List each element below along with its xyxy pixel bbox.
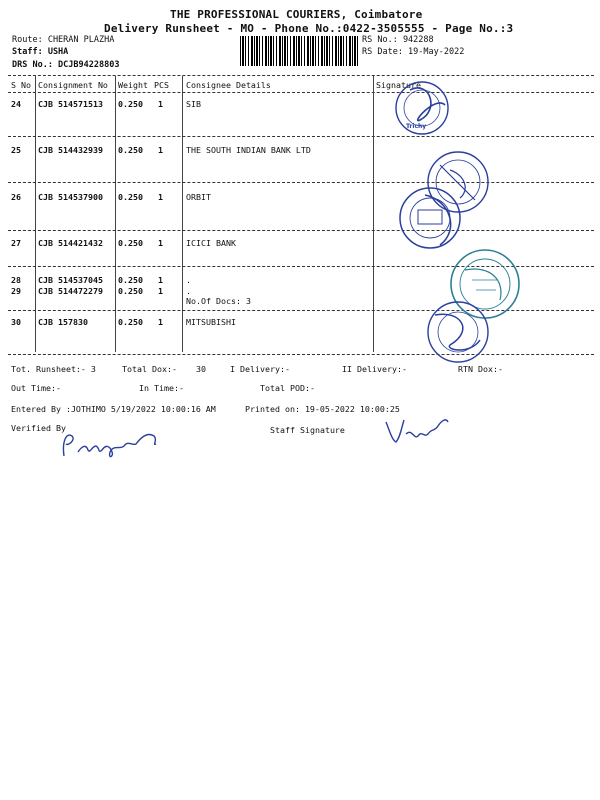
row-weight: 0.250	[118, 275, 143, 285]
row-sno: 25	[11, 145, 21, 155]
barcode	[240, 36, 358, 66]
row-consignee: THE SOUTH INDIAN BANK LTD	[186, 145, 311, 155]
total-dox-label: Total Dox:-	[122, 364, 177, 374]
row-pcs: 1	[158, 286, 163, 296]
rs-date: RS Date: 19-May-2022	[362, 47, 465, 57]
out-time: Out Time:-	[11, 383, 61, 393]
row-consignment: CJB 514432939	[38, 145, 103, 155]
i-delivery: I Delivery:-	[230, 364, 290, 374]
no-of-docs: No.Of Docs: 3	[186, 296, 251, 306]
row-weight: 0.250	[118, 238, 143, 248]
icici-stamp	[451, 250, 519, 318]
row-consignment: CJB 514472279	[38, 286, 103, 296]
orbit-stamp	[400, 188, 460, 248]
row-weight: 0.250	[118, 192, 143, 202]
total-pod: Total POD:-	[260, 383, 315, 393]
svg-text:Trichy: Trichy	[406, 123, 427, 130]
trichy-stamp	[396, 82, 448, 134]
row-consignee: .	[186, 286, 191, 296]
row-consignment: CJB 157830	[38, 317, 88, 327]
row-consignee: ORBIT	[186, 192, 211, 202]
row-sno: 24	[11, 99, 21, 109]
drs-number: DRS No.: DCJB94228803	[12, 60, 120, 70]
rtn-dox: RTN Dox:-	[458, 364, 503, 374]
row-weight: 0.250	[118, 286, 143, 296]
row-sno: 30	[11, 317, 21, 327]
row-pcs: 1	[158, 145, 163, 155]
ii-delivery: II Delivery:-	[342, 364, 407, 374]
route-label: Route: CHERAN PLAZHA	[12, 35, 115, 45]
delivery-stamps	[380, 70, 560, 365]
row-consignment: CJB 514537900	[38, 192, 103, 202]
entered-by: Entered By :JOTHIMO 5/19/2022 10:00:16 AM	[11, 404, 216, 414]
row-pcs: 1	[158, 99, 163, 109]
mitsubishi-stamp	[428, 302, 488, 362]
row-pcs: 1	[158, 192, 163, 202]
in-time: In Time:-	[139, 383, 184, 393]
row-consignment: CJB 514421432	[38, 238, 103, 248]
row-weight: 0.250	[118, 99, 143, 109]
printed-on: Printed on: 19-05-2022 10:00:25	[245, 404, 400, 414]
total-dox-value: 30	[196, 364, 206, 374]
col-header-consignment: Consignment No	[38, 80, 108, 90]
row-consignee: .	[186, 275, 191, 285]
row-consignee: MITSUBISHI	[186, 317, 236, 327]
row-consignee: ICICI BANK	[186, 238, 236, 248]
staff-signature-label: Staff Signature	[270, 425, 345, 435]
verified-by-label: Verified By	[11, 423, 66, 433]
runsheet-subtitle: Delivery Runsheet - MO - Phone No.:0422-3505555 - Page No.:3	[104, 22, 514, 35]
verifier-signature	[58, 422, 168, 462]
col-header-consignee: Consignee Details	[186, 80, 271, 90]
staff-signature	[382, 412, 452, 452]
tot-runsheet: Tot. Runsheet:- 3	[11, 364, 96, 374]
col-header-pcs: PCS	[154, 80, 169, 90]
row-weight: 0.250	[118, 317, 143, 327]
row-sno: 26	[11, 192, 21, 202]
row-weight: 0.250	[118, 145, 143, 155]
col-header-signature: Signature	[376, 80, 421, 90]
row-consignment: CJB 514571513	[38, 99, 103, 109]
row-pcs: 1	[158, 238, 163, 248]
col-header-weight: Weight	[118, 80, 148, 90]
south-indian-bank-stamp	[428, 152, 488, 212]
row-sno: 29	[11, 286, 21, 296]
row-consignment: CJB 514537045	[38, 275, 103, 285]
row-sno: 27	[11, 238, 21, 248]
row-consignee: SIB	[186, 99, 201, 109]
staff-label: Staff: USHA	[12, 47, 69, 57]
row-pcs: 1	[158, 275, 163, 285]
row-sno: 28	[11, 275, 21, 285]
row-pcs: 1	[158, 317, 163, 327]
company-title: THE PROFESSIONAL COURIERS, Coimbatore	[170, 8, 423, 21]
rs-number: RS No.: 942288	[362, 35, 434, 45]
col-header-sno: S No	[11, 80, 31, 90]
